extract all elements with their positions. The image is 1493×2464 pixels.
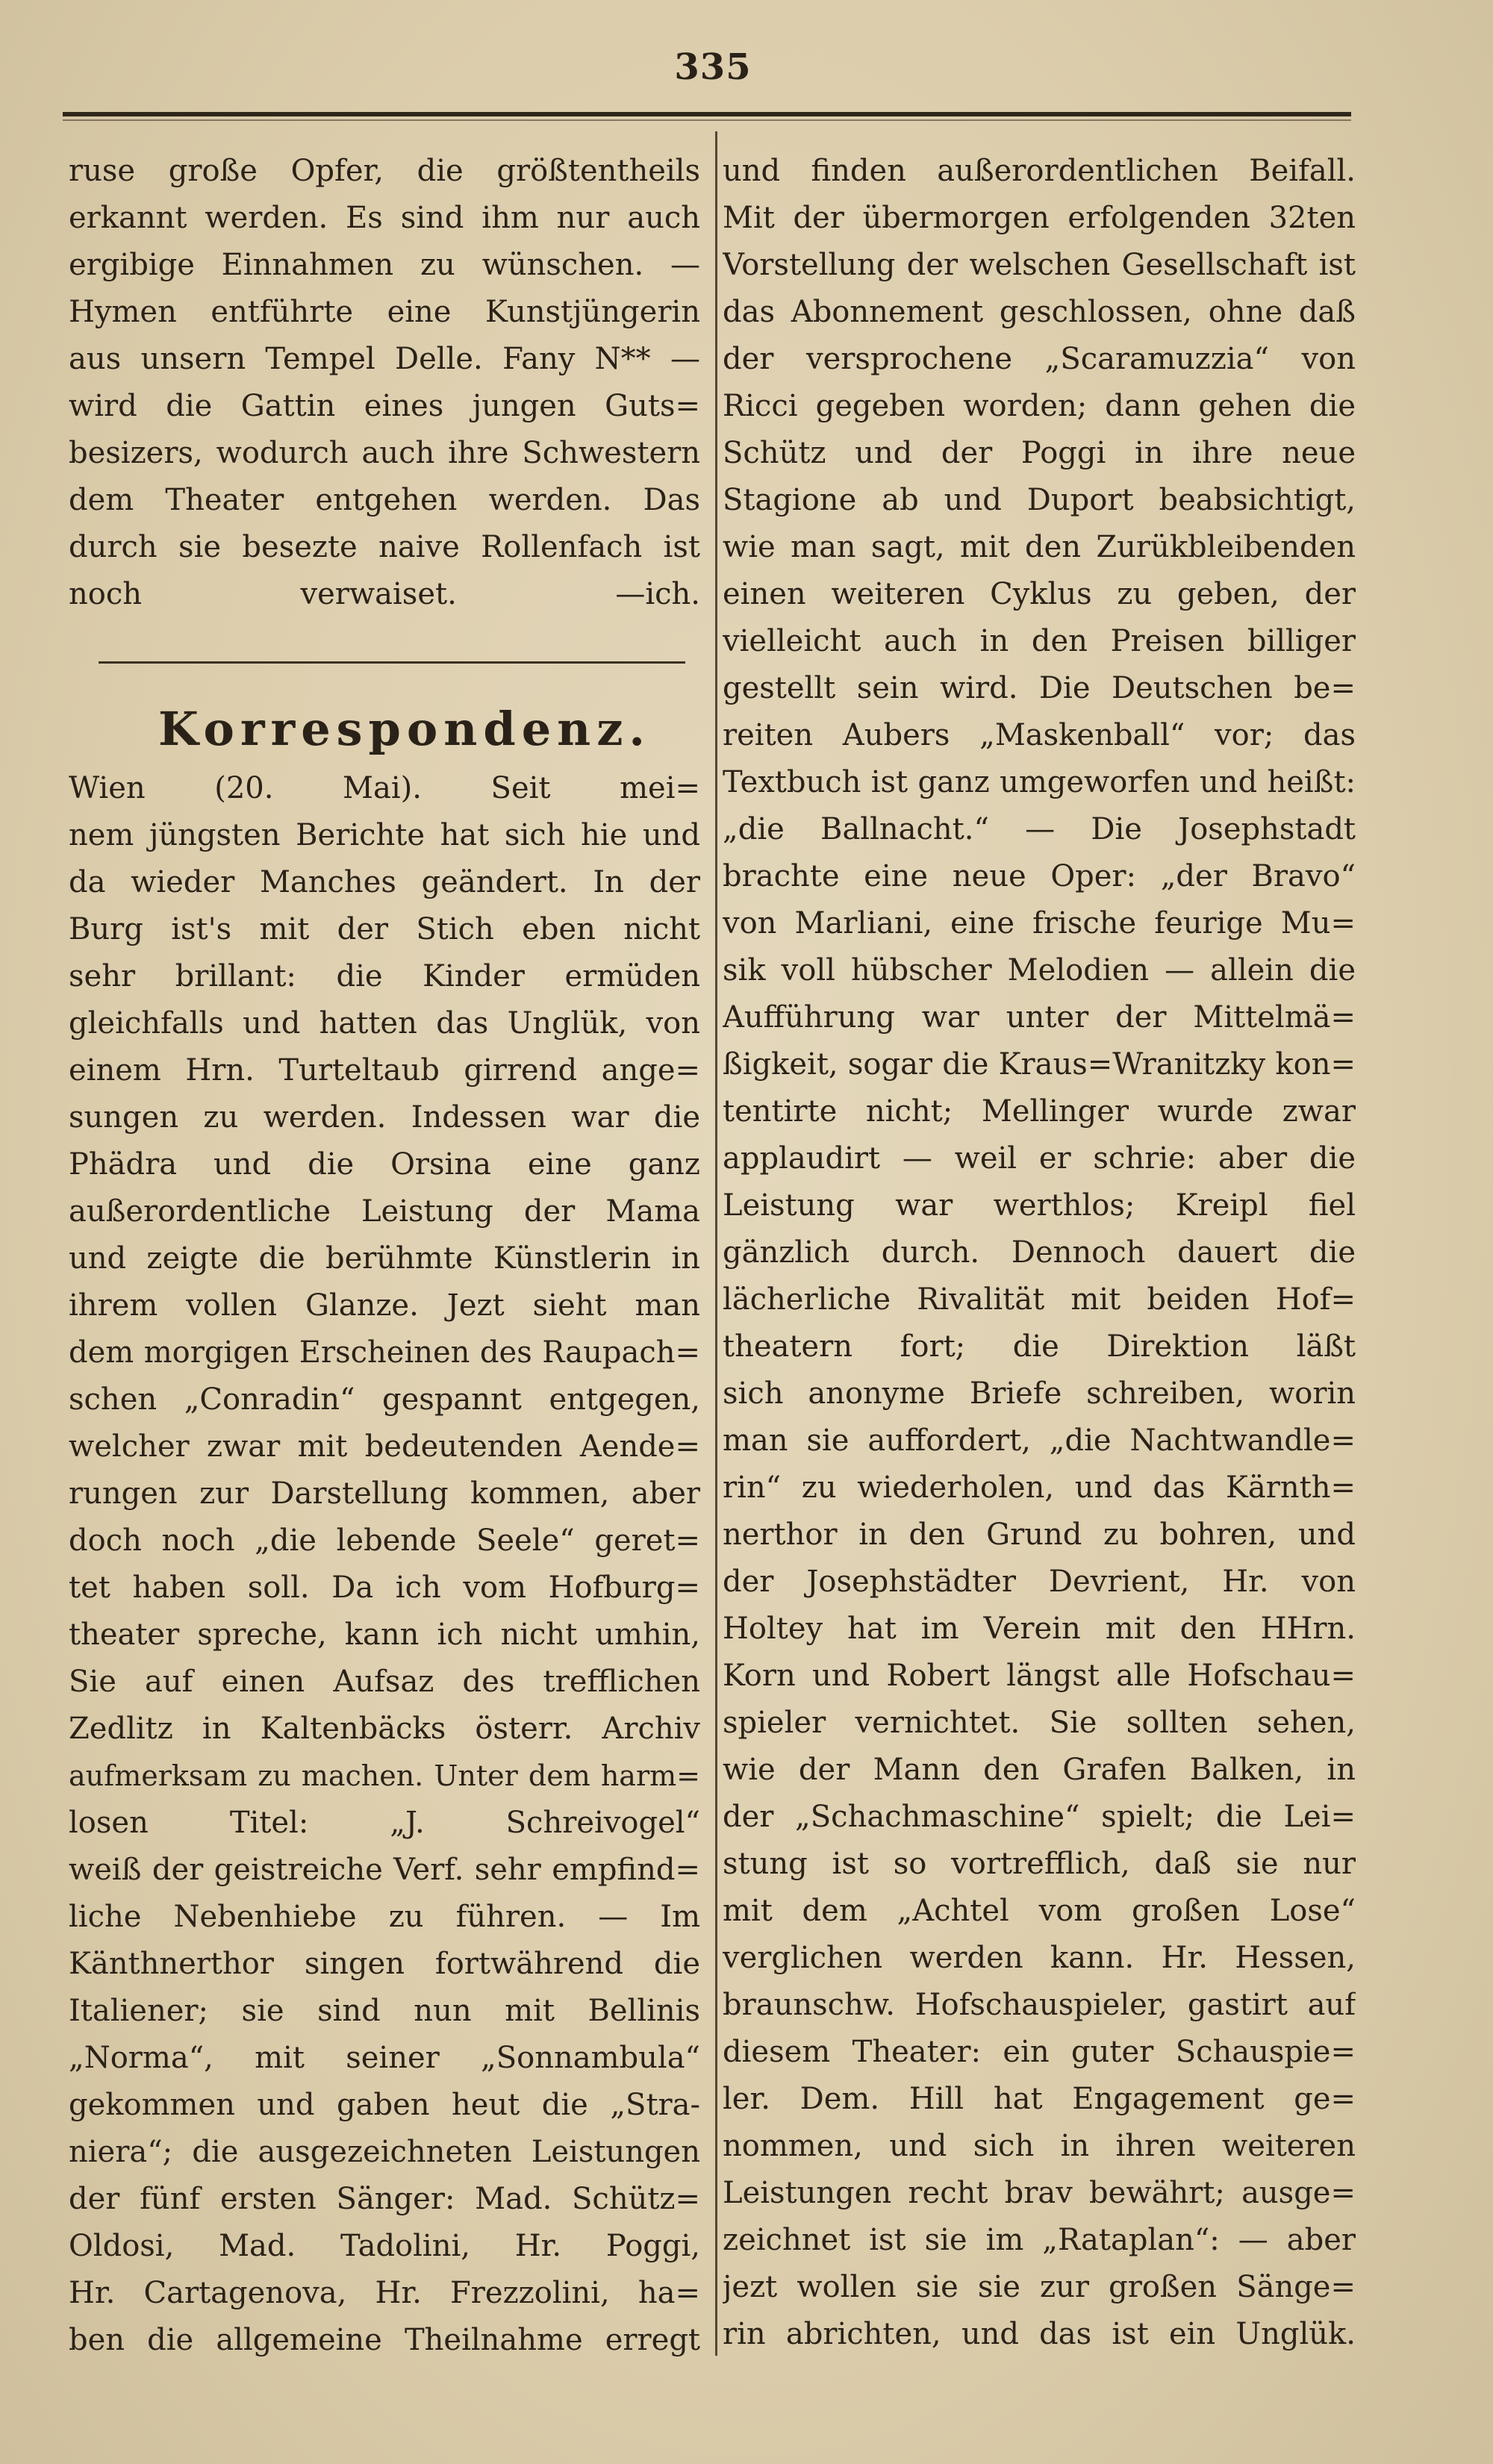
text-line: dem Theater entgehen werden. Das [69, 483, 700, 517]
text-line: Phädra und die Orsina eine ganz [69, 1147, 700, 1182]
text-line: brachte eine neue Oper: „der Bravo“ [723, 859, 1356, 893]
text-line: liche Nebenhiebe zu führen. — Im [69, 1900, 700, 1934]
text-line: gleichfalls und hatten das Unglük, von [69, 1006, 700, 1041]
text-line: stung ist so vortrefflich, daß sie nur [723, 1847, 1356, 1881]
text-line: spieler vernichtet. Sie sollten sehen, [723, 1706, 1356, 1740]
text-line: Italiener; sie sind nun mit Bellinis [69, 1994, 700, 2028]
text-line: ergibige Einnahmen zu wünschen. — [69, 248, 700, 282]
text-line: da wieder Manches geändert. In der [69, 865, 700, 899]
text-line: theatern fort; die Direktion läßt [723, 1329, 1356, 1364]
text-line: ßigkeit, sogar die Kraus=Wranitzky kon= [723, 1047, 1356, 1082]
left-column-article-text [69, 765, 700, 2364]
text-line: braunschw. Hofschauspieler, gastirt auf [723, 1988, 1356, 2022]
text-line: wie man sagt, mit den Zurükbleibenden [723, 530, 1356, 564]
text-line: sehr brillant: die Kinder ermüden [69, 959, 700, 994]
text-line: doch noch „die lebende Seele“ geret= [69, 1523, 700, 1558]
text-line: Schütz und der Poggi in ihre neue [723, 436, 1356, 470]
text-line: nommen, und sich in ihren weiteren [723, 2129, 1356, 2163]
text-line: Burg ist's mit der Stich eben nicht [69, 912, 700, 946]
text-line: der versprochene „Scaramuzzia“ von [723, 342, 1356, 376]
text-line: vielleicht auch in den Preisen billiger [723, 624, 1356, 658]
text-line: zeichnet ist sie im „Rataplan“: — aber [723, 2223, 1356, 2257]
text-line: Stagione ab und Duport beabsichtigt, [723, 483, 1356, 517]
text-line: nerthor in den Grund zu bohren, und [723, 1518, 1356, 1552]
text-line: man sie auffordert, „die Nachtwandle= [723, 1423, 1356, 1458]
text-line: besizers, wodurch auch ihre Schwestern [69, 436, 700, 470]
text-line: wird die Gattin eines jungen Guts= [69, 389, 700, 423]
text-line: und finden außerordentlichen Beifall. [723, 154, 1356, 188]
text-line: das Abonnement geschlossen, ohne daß [723, 295, 1356, 329]
text-line: nem jüngsten Berichte hat sich hie und [69, 818, 700, 852]
text-line: Leistung war werthlos; Kreipl fiel [723, 1188, 1356, 1223]
text-line: Zedlitz in Kaltenbäcks österr. Archiv [69, 1712, 700, 1746]
text-line: verglichen werden kann. Hr. Hessen, [723, 1941, 1356, 1975]
text-line: aus unsern Tempel Delle. Fany N** — [69, 342, 700, 376]
left-column [69, 148, 700, 2364]
text-line: Sie auf einen Aufsaz des trefflichen [69, 1665, 700, 1699]
text-line: gänzlich durch. Dennoch dauert die [723, 1235, 1356, 1270]
text-line: ler. Dem. Hill hat Engagement ge= [723, 2082, 1356, 2116]
text-line: und zeigte die berühmte Künstlerin in [69, 1241, 700, 1276]
text-line: gekommen und gaben heut die „Stra- [69, 2088, 700, 2122]
text-line: sik voll hübscher Melodien — allein die [723, 953, 1356, 988]
text-line: der Josephstädter Devrient, Hr. von [723, 1565, 1356, 1599]
text-line: noch verwaiset. —ich. [69, 577, 700, 611]
text-line: einem Hrn. Turteltaub girrend ange= [69, 1053, 700, 1088]
text-line: Holtey hat im Verein mit den HHrn. [723, 1612, 1356, 1646]
text-line: durch sie besezte naive Rollenfach ist [69, 530, 700, 564]
text-line: theater spreche, kann ich nicht umhin, [69, 1618, 700, 1652]
text-line: rin abrichten, und das ist ein Unglük. [723, 2317, 1356, 2351]
text-line: mit dem „Achtel vom großen Lose“ [723, 1894, 1356, 1928]
text-line: jezt wollen sie sie zur großen Sänge= [723, 2270, 1356, 2304]
text-line: weiß der geistreiche Verf. sehr empfind= [69, 1853, 700, 1887]
text-line: diesem Theater: ein guter Schauspie= [723, 2035, 1356, 2069]
text-line: „die Ballnacht.“ — Die Josephstadt [723, 812, 1356, 846]
text-line: Textbuch ist ganz umgeworfen und heißt: [723, 765, 1356, 799]
text-line: „Norma“, mit seiner „Sonnambula“ [69, 2041, 700, 2075]
text-line: Känthnerthor singen fortwährend die [69, 1947, 700, 1981]
text-line: niera“; die ausgezeichneten Leistungen [69, 2135, 700, 2169]
text-line: wie der Mann den Grafen Balken, in [723, 1753, 1356, 1787]
text-line: ben die allgemeine Theilnahme erregt [69, 2323, 700, 2357]
text-line: von Marliani, eine frische feurige Mu= [723, 906, 1356, 941]
text-line: aufmerksam zu machen. Unter dem harm= [69, 1759, 700, 1792]
text-line: reiten Aubers „Maskenball“ vor; das [723, 718, 1356, 752]
text-line: Mit der übermorgen erfolgenden 32ten [723, 201, 1356, 235]
text-line: gestellt sein wird. Die Deutschen be= [723, 671, 1356, 705]
text-line: dem morgigen Erscheinen des Raupach= [69, 1335, 700, 1370]
text-line: sungen zu werden. Indessen war die [69, 1100, 700, 1135]
text-line: sich anonyme Briefe schreiben, worin [723, 1376, 1356, 1411]
text-line: einen weiteren Cyklus zu geben, der [723, 577, 1356, 611]
left-column-top-text [69, 148, 700, 618]
text-line: Hr. Cartagenova, Hr. Frezzolini, ha= [69, 2276, 700, 2310]
text-line: der „Schachmaschine“ spielt; die Lei= [723, 1800, 1356, 1834]
text-line: losen Titel: „J. Schreivogel“ [69, 1806, 700, 1840]
text-line: außerordentliche Leistung der Mama [69, 1194, 700, 1229]
text-line: tentirte nicht; Mellinger wurde zwar [723, 1094, 1356, 1129]
text-line: Oldosi, Mad. Tadolini, Hr. Poggi, [69, 2229, 700, 2263]
text-line: Vorstellung der welschen Gesellschaft ist [723, 248, 1356, 282]
text-line: applaudirt — weil er schrie: aber die [723, 1141, 1356, 1176]
page-number: 335 [674, 46, 752, 88]
text-line: Hymen entführte eine Kunstjüngerin [69, 295, 700, 329]
text-line: rin“ zu wiederholen, und das Kärnth= [723, 1470, 1356, 1505]
text-line: lächerliche Rivalität mit beiden Hof= [723, 1282, 1356, 1317]
section-divider-rule [99, 661, 685, 664]
header-rule [63, 112, 1351, 116]
text-line: Leistungen recht brav bewährt; ausge= [723, 2176, 1356, 2210]
header-rule-thin [63, 119, 1351, 121]
text-line: welcher zwar mit bedeutenden Aende= [69, 1429, 700, 1464]
text-line: Korn und Robert längst alle Hofschau= [723, 1659, 1356, 1693]
text-line: ihrem vollen Glanze. Jezt sieht man [69, 1288, 700, 1323]
right-column-article-text [723, 148, 1356, 2358]
right-column [723, 148, 1356, 2358]
text-line: ruse große Opfer, die größtentheils [69, 154, 700, 188]
column-divider [715, 131, 717, 2356]
text-line: Ricci gegeben worden; dann gehen die [723, 389, 1356, 423]
section-title: Korrespondenz. [158, 702, 652, 756]
text-line: rungen zur Darstellung kommen, aber [69, 1476, 700, 1511]
text-line: schen „Conradin“ gespannt entgegen, [69, 1382, 700, 1417]
text-line: tet haben soll. Da ich vom Hofburg= [69, 1571, 700, 1605]
text-line: Aufführung war unter der Mittelmä= [723, 1000, 1356, 1035]
text-line: der fünf ersten Sänger: Mad. Schütz= [69, 2182, 700, 2216]
text-line: erkannt werden. Es sind ihm nur auch [69, 201, 700, 235]
text-line: Wien (20. Mai). Seit mei= [69, 771, 700, 805]
